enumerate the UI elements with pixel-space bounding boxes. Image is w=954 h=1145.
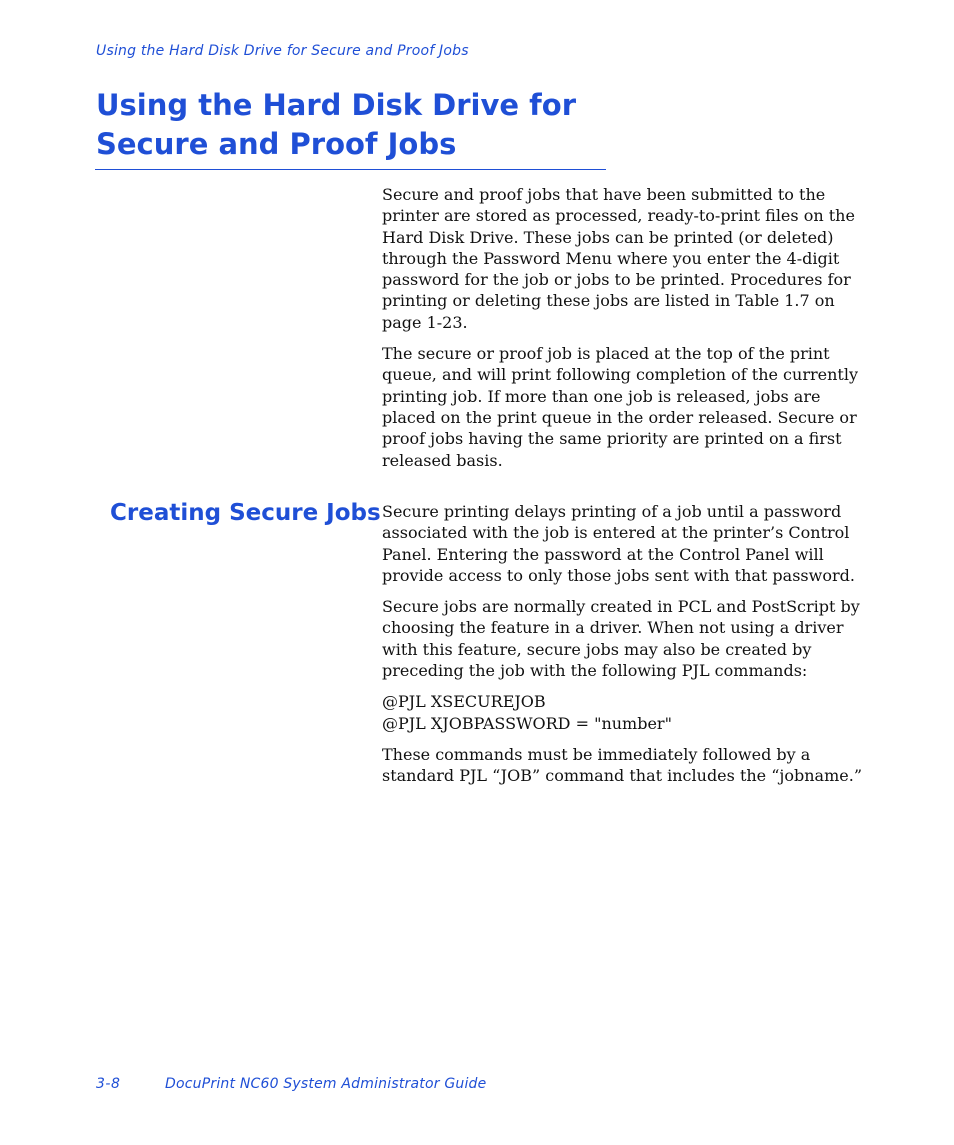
page-title-line-2: Secure and Proof Jobs	[96, 127, 457, 161]
pjl-command-line: @PJL XSECUREJOB	[382, 692, 546, 712]
title-rule	[95, 169, 606, 170]
intro-paragraph-2: The secure or proof job is placed at the top of the print queue, and will print following completion of the currently printing job. If more than one job is released, jobs are placed on the print queue in the order released. Secure or proof jobs having the same priority are printed on a first released basis.	[382, 344, 858, 470]
section-paragraph-2: Secure jobs are normally created in PCL and PostScript by choosing the feature in a driver. When not using a driver with this feature, secure jobs may also be created by preceding the job with the following PJL commands:	[382, 597, 860, 681]
pjl-commands	[382, 691, 864, 734]
intro-paragraph-1: Secure and proof jobs that have been submitted to the printer are stored as processed, ready-to-print files on the Hard Disk Drive. These jobs can be printed (or deleted) through the Password Menu where you enter the 4-digit password for the job or jobs to be printed. Procedures for printing or deleting these jobs are listed in Table 1.7 on page 1-23.	[382, 185, 855, 332]
footer-page-number: 3-8	[96, 1076, 121, 1092]
section-paragraph-3: These commands must be immediately followed by a standard PJL “JOB” command that includes the “jobname.”	[382, 744, 862, 786]
intro-text	[382, 184, 864, 471]
section-text	[382, 501, 864, 787]
pjl-command-line: @PJL XJOBPASSWORD = "number"	[382, 713, 672, 733]
section-heading: Creating Secure Jobs	[110, 500, 381, 526]
footer-doc-title: DocuPrint NC60 System Administrator Guide	[165, 1076, 487, 1092]
running-header: Using the Hard Disk Drive for Secure and Proof Jobs	[96, 43, 469, 59]
page-title	[96, 86, 616, 164]
page-title-line-1: Using the Hard Disk Drive for	[96, 88, 577, 122]
section-paragraph-1: Secure printing delays printing of a job until a password associated with the job is entered at the printer’s Control Panel. Entering the password at the Control Panel will provide access to only those jobs sent with that password.	[382, 502, 855, 585]
